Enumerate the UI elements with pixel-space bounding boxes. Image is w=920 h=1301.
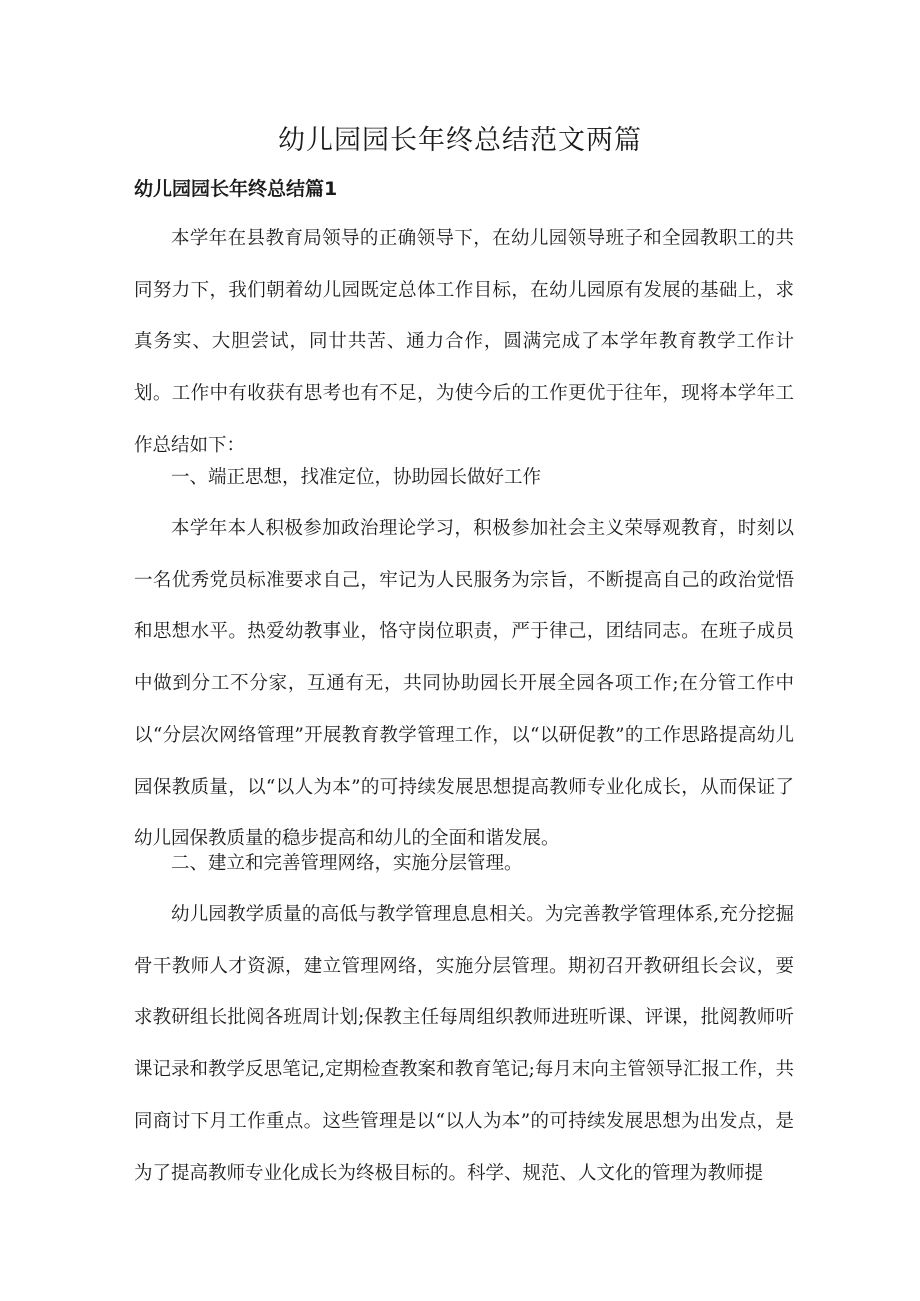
- paragraph-one: 本学年本人积极参加政治理论学习，积极参加社会主义荣辱观教育，时刻以一名优秀党员标准要求自己，牢记为人民服务为宗旨，不断提高自己的政治觉悟和思想水平。热爱幼教事业，恪守岗位职责，严于律己，团结同志。在班子成员中做到分工不分家，互通有无，共同协助园长开展全园各项工作;在分管工作中以“分层次网络管理”开展教育教学管理工作，以“以研促教”的工作思路提高幼儿园保教质量，以“以人为本”的可持续发展思想提高教师专业化成长，从而保证了幼儿园保教质量的稳步提高和幼儿的全面和谐发展。: [134, 518, 794, 850]
- section-title: 幼儿园园长年终总结篇1: [134, 178, 338, 200]
- document-title: 幼儿园园长年终总结范文两篇: [278, 125, 642, 156]
- subheading-two: 二、建立和完善管理网络，实施分层管理。: [171, 853, 523, 874]
- subheading-one: 一、端正思想，找准定位，协助园长做好工作: [171, 467, 542, 488]
- paragraph-two: 幼儿园教学质量的高低与教学管理息息相关。为完善教学管理体系,充分挖掘骨干教师人才资源，建立管理网络，实施分层管理。期初召开教研组长会议，要求教研组长批阅各班周计划;保教主任每周组织教师进班听课、评课，批阅教师听课记录和教学反思笔记,定期检查教案和教育笔记;每月末向主管领导汇报工作，共同商讨下月工作重点。这些管理是以“以人为本”的可持续发展思想为出发点，是为了提高教师专业化成长为终极目标的。科学、规范、人文化的管理为教师提: [134, 904, 794, 1184]
- paragraph-intro: 本学年在县教育局领导的正确领导下，在幼儿园领导班子和全园教职工的共同努力下，我们朝着幼儿园既定总体工作目标，在幼儿园原有发展的基础上，求真务实、大胆尝试，同廿共苦、通力合作，圆满完成了本学年教育教学工作计划。工作中有收获有思考也有不足，为使今后的工作更优于往年，现将本学年工作总结如下：: [134, 228, 794, 456]
